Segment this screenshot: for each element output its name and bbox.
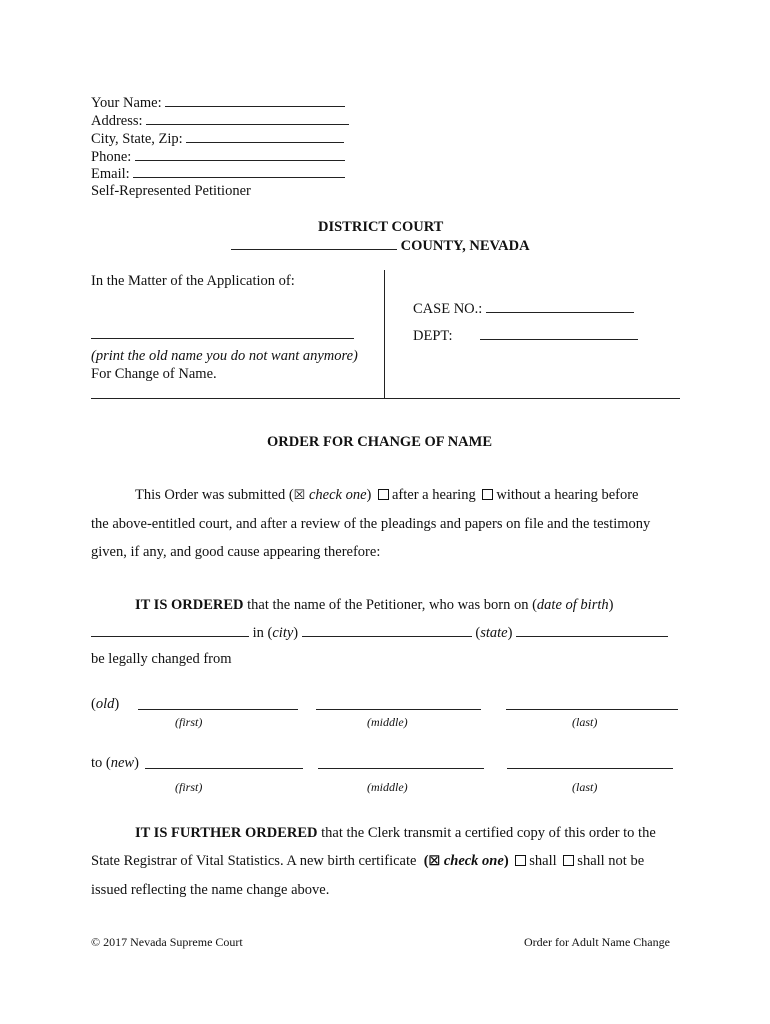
city-hint: city <box>272 625 294 641</box>
further-ordered-bold: IT IS FURTHER ORDERED <box>135 825 318 841</box>
paragraph3-line3: issued reflecting the name change above. <box>91 882 330 898</box>
new-last-field[interactable] <box>507 768 673 769</box>
further-ordered-text: that the Clerk transmit a certified copy of this order to the <box>317 825 656 841</box>
old-last-caption: (last) <box>572 715 598 729</box>
birth-place-line: in (city) (state) <box>91 624 668 642</box>
submitted-line <box>135 487 638 504</box>
old-name-field[interactable] <box>91 326 354 339</box>
city-row <box>91 130 344 148</box>
birth-certificate-line: State Registrar of Vital Statistics. A new birth certificate (☒ check one) shall shall not be <box>91 853 645 869</box>
check-one-hint-2: check one <box>443 853 504 869</box>
ordered-text: that the name of the Petitioner, who was born on ( <box>243 597 537 613</box>
x-box-icon: ☒ <box>293 487 306 502</box>
shall-checkbox[interactable] <box>515 855 526 866</box>
dept-field[interactable] <box>480 327 638 340</box>
your-name-field[interactable] <box>165 94 345 107</box>
case-no-row <box>413 300 634 318</box>
dob-close: ) <box>608 597 614 613</box>
shall-not-checkbox[interactable] <box>563 855 574 866</box>
email-row <box>91 165 345 183</box>
phone-field[interactable] <box>135 148 345 161</box>
birth-state-field[interactable] <box>516 624 668 637</box>
shall-label: shall <box>529 853 557 869</box>
new-last-caption: (last) <box>572 780 598 794</box>
old-name-line-row <box>91 326 354 344</box>
case-no-field[interactable] <box>486 300 634 313</box>
old-first-caption: (first) <box>175 715 203 729</box>
paragraph1-line2: the above-entitled court, and after a review of the pleadings and papers on file and the testimony <box>91 516 651 532</box>
case-no-label: CASE NO.: <box>413 301 483 317</box>
county-row <box>231 237 530 255</box>
phone-label: Phone: <box>91 149 132 165</box>
new-middle-field[interactable] <box>318 768 484 769</box>
without-hearing-label: without a hearing before <box>496 487 639 503</box>
submitted-text: This Order was submitted ( <box>135 487 294 503</box>
paragraph1-line3: given, if any, and good cause appearing therefore: <box>91 544 381 560</box>
dept-row <box>413 327 638 345</box>
footer-form-name: Order for Adult Name Change <box>524 935 670 949</box>
old-first-field[interactable] <box>138 709 298 710</box>
your-name-label: Your Name: <box>91 95 162 111</box>
further-ordered-line <box>135 825 656 842</box>
new-first-field[interactable] <box>145 768 303 769</box>
new-label-text: new <box>110 755 135 771</box>
address-label: Address: <box>91 113 143 129</box>
new-middle-caption: (middle) <box>367 780 408 794</box>
old-last-field[interactable] <box>506 709 678 710</box>
address-row <box>91 112 349 130</box>
email-field[interactable] <box>133 165 345 178</box>
caption-bottom-rule <box>91 398 680 399</box>
registrar-text: State Registrar of Vital Statistics. A new birth certificate <box>91 853 417 869</box>
paren-close: ) <box>366 487 372 503</box>
dept-label: DEPT: <box>413 328 453 344</box>
county-label: COUNTY, NEVADA <box>400 238 530 254</box>
address-field[interactable] <box>146 112 349 125</box>
old-label: (old) <box>91 696 120 712</box>
to-label: to ( <box>91 755 111 771</box>
x-box-icon-2: ☒ <box>428 853 441 868</box>
phone-row <box>91 148 345 166</box>
ordered-line <box>135 597 613 614</box>
court-title: DISTRICT COURT <box>318 219 444 235</box>
old-label-text: old <box>95 696 115 712</box>
order-title: ORDER FOR CHANGE OF NAME <box>267 434 493 450</box>
changed-from-label: be legally changed from <box>91 651 232 667</box>
footer-copyright: © 2017 Nevada Supreme Court <box>91 935 243 949</box>
change-of-name-label: For Change of Name. <box>91 366 217 382</box>
petitioner-role: Self-Represented Petitioner <box>91 183 251 199</box>
after-hearing-label: after a hearing <box>391 487 476 503</box>
old-name-hint: (print the old name you do not want anymore) <box>91 348 358 364</box>
email-label: Email: <box>91 166 130 182</box>
city-field[interactable] <box>186 130 344 143</box>
old-middle-caption: (middle) <box>367 715 408 729</box>
shall-not-label: shall not be <box>577 853 645 869</box>
after-hearing-checkbox[interactable] <box>378 489 389 500</box>
dob-hint: date of birth <box>536 597 609 613</box>
dob-field[interactable] <box>91 624 249 637</box>
state-hint: state <box>480 625 508 641</box>
it-is-ordered: IT IS ORDERED <box>135 597 244 613</box>
in-label: in ( <box>252 625 273 641</box>
your-name-row <box>91 94 345 112</box>
caption-divider <box>384 270 385 398</box>
city-label: City, State, Zip: <box>91 131 183 147</box>
county-field[interactable] <box>231 237 397 250</box>
old-middle-field[interactable] <box>316 709 481 710</box>
without-hearing-checkbox[interactable] <box>482 489 493 500</box>
check-one-hint: check one <box>308 487 367 503</box>
birth-city-field[interactable] <box>302 624 472 637</box>
new-label: to (new) <box>91 755 139 771</box>
matter-label: In the Matter of the Application of: <box>91 273 295 289</box>
new-first-caption: (first) <box>175 780 203 794</box>
